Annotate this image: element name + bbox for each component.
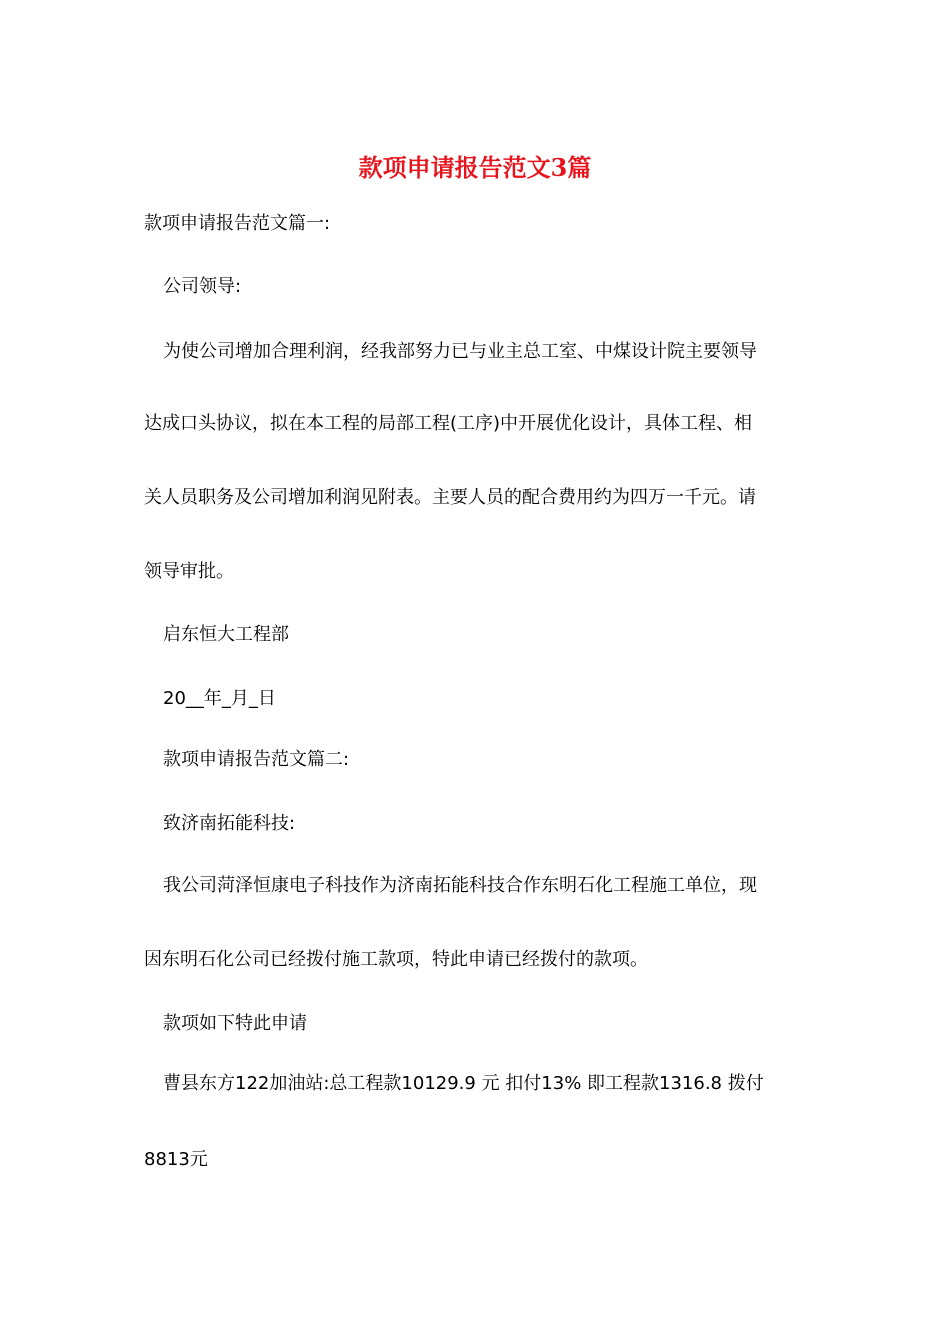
salutation-2: 致济南拓能科技: [163,813,296,834]
payment-detail-line: 曹县东方122加油站:总工程款10129.9 元 扣付13% 即工程款1316.8 拨付 [163,1073,764,1094]
paragraph-line: 为使公司增加合理利润，经我部努力已与业主总工室、中煤设计院主要领导 [163,341,757,362]
salutation-1: 公司领导: [163,276,242,297]
section-heading-1: 款项申请报告范文篇一: [144,213,331,234]
paragraph-line: 关人员职务及公司增加利润见附表。主要人员的配合费用约为四万一千元。请 [144,487,756,508]
signature-date: 20__年_月_日 [163,688,276,709]
signature-department: 启东恒大工程部 [163,624,289,645]
paragraph-line: 领导审批。 [144,561,234,582]
document-title: 款项申请报告范文3篇 [358,153,592,182]
paragraph-line: 我公司菏泽恒康电子科技作为济南拓能科技合作东明石化工程施工单位，现 [163,875,757,896]
paragraph-line: 达成口头协议，拟在本工程的局部工程(工序)中开展优化设计，具体工程、相 [144,413,753,434]
section-heading-2: 款项申请报告范文篇二: [163,749,350,770]
paragraph-line: 款项如下特此申请 [163,1013,307,1034]
payment-amount-line: 8813元 [144,1149,208,1170]
paragraph-line: 因东明石化公司已经拨付施工款项，特此申请已经拨付的款项。 [144,949,648,970]
